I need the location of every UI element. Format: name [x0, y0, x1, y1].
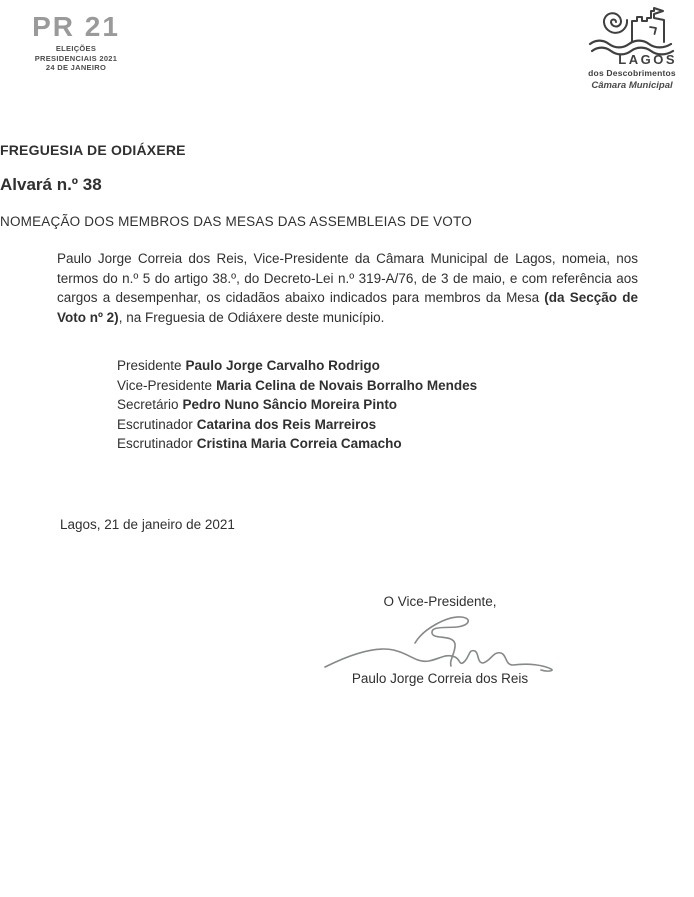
body-paragraph-part1: Paulo Jorge Correia dos Reis, Vice-Presidente da Câmara Municipal de Lagos, nomeia, nos termos do n.º 5 do artigo 38.º, do Decreto-Lei n.º 319-A/76, de 3 de maio, e com referência aos cargos a desempenhar, os cidadãos abaixo indicados para membros da Mesa: [57, 251, 638, 306]
lagos-logo-name: LAGOS: [618, 52, 677, 67]
member-name: Maria Celina de Novais Borralho Mendes: [216, 377, 478, 393]
signature-scribble-icon: [315, 611, 565, 673]
parish-title: FREGUESIA DE ODIÁXERE: [0, 142, 186, 158]
member-name: Cristina Maria Correia Camacho: [196, 436, 402, 452]
body-paragraph-part2: , na Freguesia de Odiáxere deste município.: [118, 309, 385, 325]
member-name: Catarina dos Reis Marreiros: [196, 416, 377, 432]
place-date-line: Lagos, 21 de janeiro de 2021: [60, 517, 235, 532]
permit-number-title: Alvará n.º 38: [0, 175, 102, 194]
member-role: Escrutinador: [117, 416, 193, 432]
lagos-municipal-logo: [583, 6, 681, 91]
signer-name: Paulo Jorge Correia dos Reis: [351, 671, 529, 686]
signer-title: O Vice-Presidente,: [383, 594, 497, 609]
lagos-emblem-icon: [586, 6, 678, 56]
member-row: [117, 356, 477, 376]
pr21-elections-logo: [15, 12, 137, 73]
member-name: Paulo Jorge Carvalho Rodrigo: [185, 358, 380, 373]
member-role: Presidente: [117, 358, 182, 373]
member-role: Vice-Presidente: [117, 377, 213, 393]
lagos-logo-tagline: Câmara Municipal: [591, 80, 673, 91]
pr21-subtext-line1: ELEIÇÕES: [55, 44, 97, 53]
pr21-logo-text: PR 21: [32, 11, 120, 42]
member-role: Secretário: [117, 397, 179, 413]
member-role: Escrutinador: [117, 436, 193, 452]
member-row: [117, 395, 477, 415]
pr21-logo-subtext: [15, 44, 137, 73]
signature-block: [300, 594, 580, 686]
member-row: [117, 434, 477, 454]
pr21-subtext-line2: PRESIDENCIAIS 2021: [34, 53, 118, 63]
members-list: [117, 356, 477, 454]
pr21-subtext-line3: 24 DE JANEIRO: [45, 63, 107, 72]
member-row: [117, 376, 477, 396]
body-paragraph-bold-section: (da Secção de Voto nº 2): [57, 290, 638, 325]
lagos-logo-subtitle: dos Descobrimentos: [588, 68, 676, 78]
member-row: [117, 415, 477, 435]
subject-title: NOMEAÇÃO DOS MEMBROS DAS MESAS DAS ASSEMBLEIAS DE VOTO: [0, 214, 472, 229]
member-name: Pedro Nuno Sâncio Moreira Pinto: [182, 397, 398, 413]
body-paragraph: [57, 249, 638, 327]
